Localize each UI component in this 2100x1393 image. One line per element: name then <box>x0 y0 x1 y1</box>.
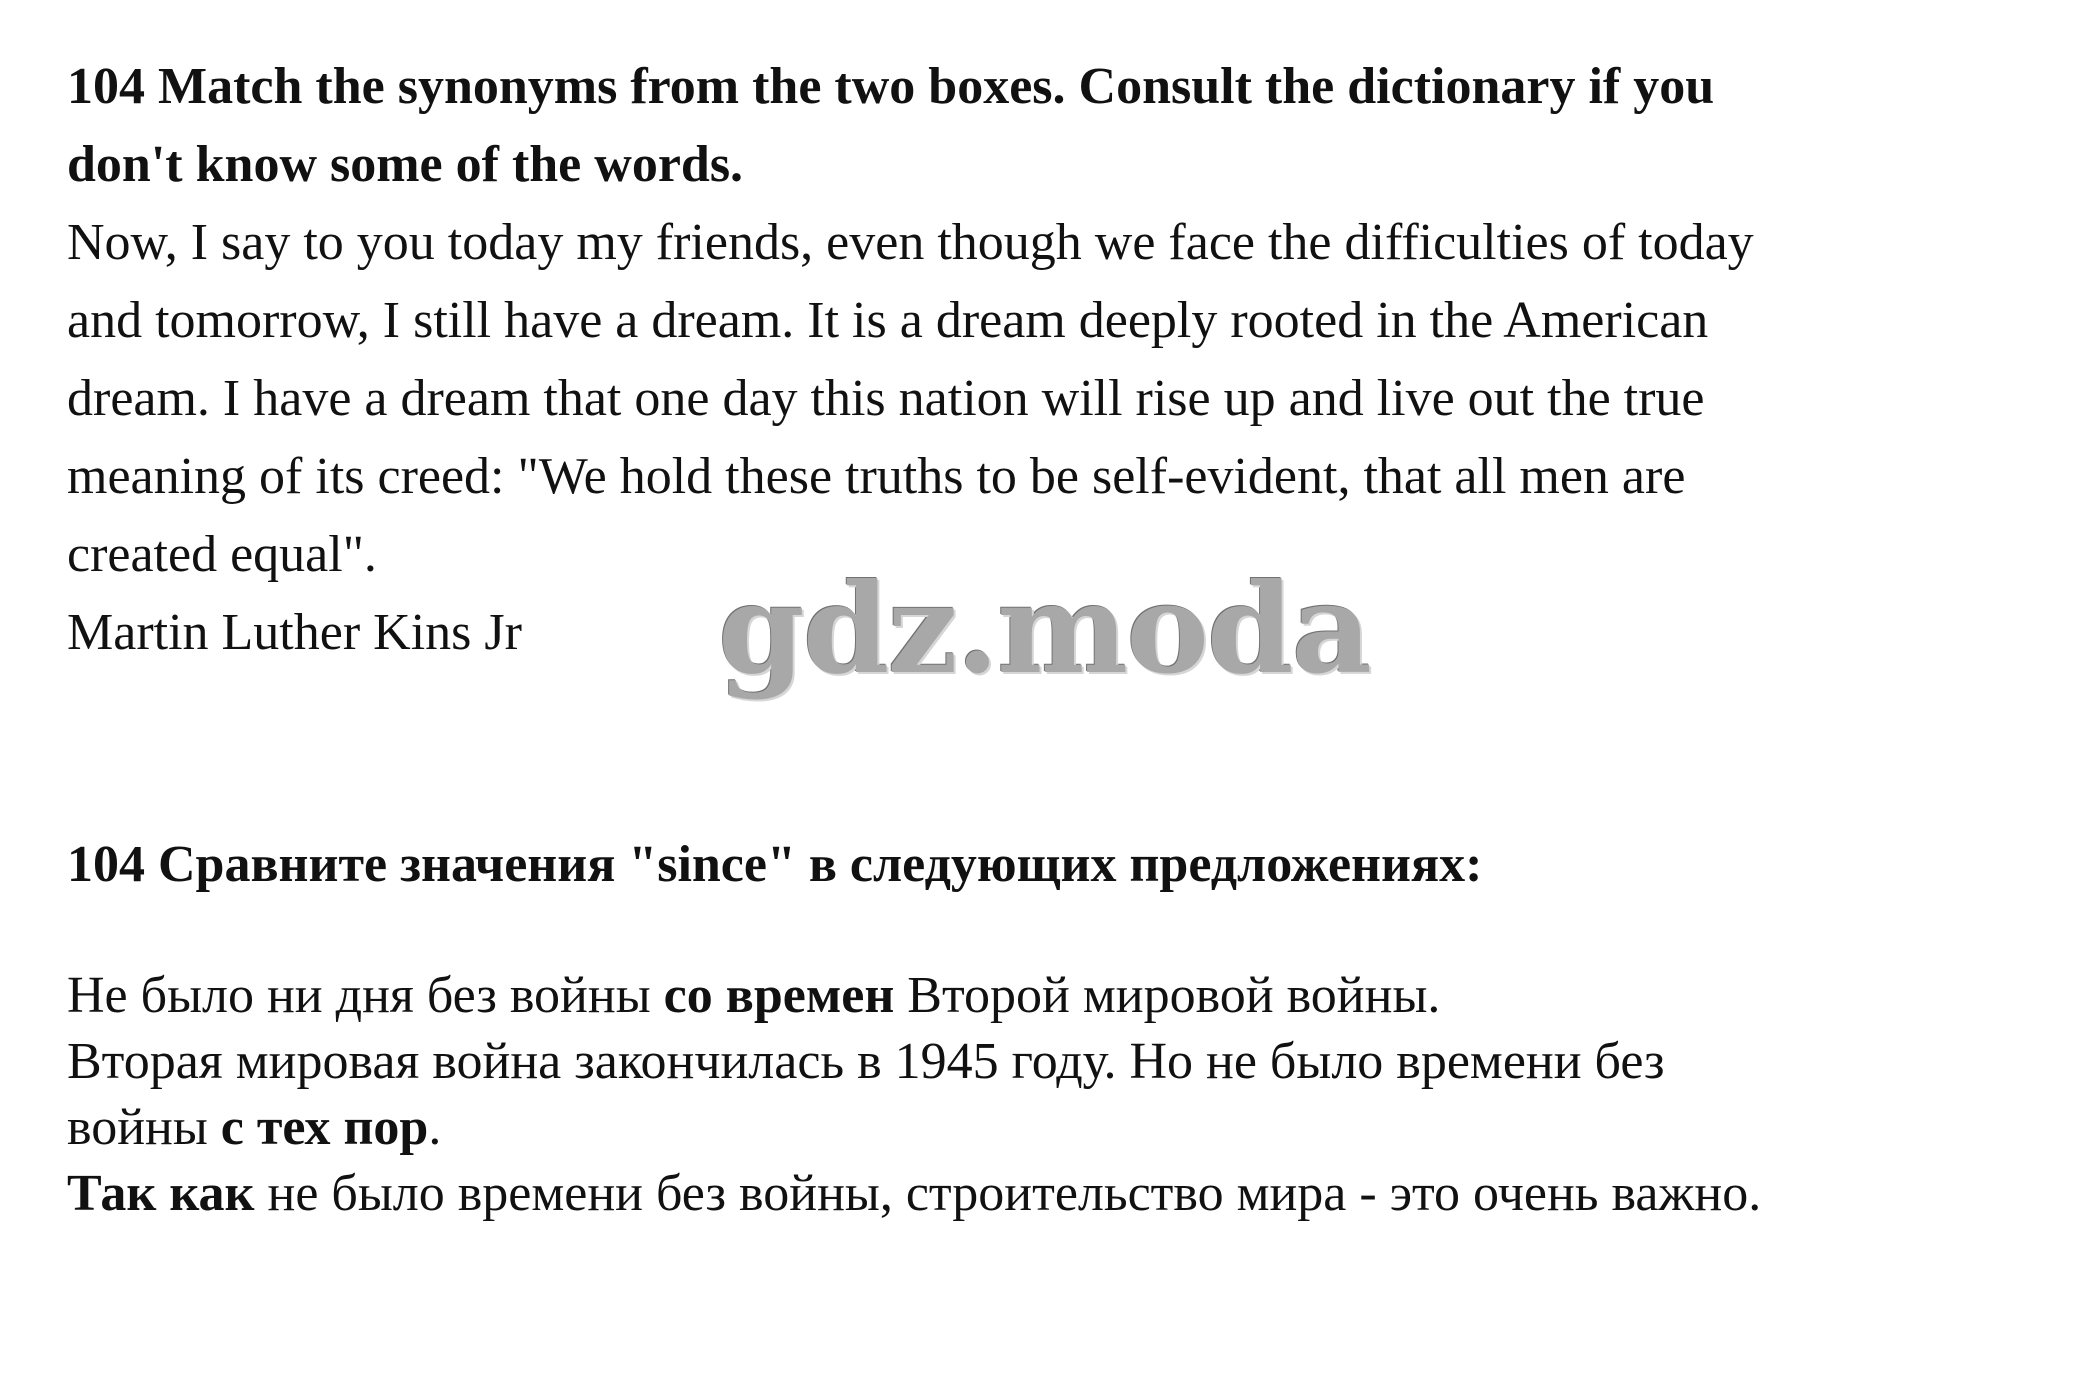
sentence-2-line-1: Вторая мировая война закончилась в 1945 году. Но не было времени без <box>67 1033 1665 1090</box>
quote-line-2: and tomorrow, I still have a dream. It is a dream deeply rooted in the American <box>67 292 1709 349</box>
sentence-3-text-after: не было времени без войны, строительство мира - это очень важно. <box>254 1165 1762 1222</box>
sentence-1 <box>67 963 1761 1029</box>
russian-sentences <box>67 963 1761 1227</box>
quote-line-4: meaning of its creed: "We hold these truths to be self-evident, that all men are <box>67 448 1686 505</box>
quote-line-3: dream. I have a dream that one day this nation will rise up and live out the true <box>67 370 1705 427</box>
sentence-2-text-before: войны <box>67 1099 221 1156</box>
sentence-3-bold-phrase: Так как <box>67 1165 255 1222</box>
quote-line-1: Now, I say to you today my friends, even though we face the difficulties of today <box>67 214 1754 271</box>
russian-task-section <box>67 826 1482 904</box>
sentence-1-text-before: Не было ни дня без войны <box>67 967 664 1024</box>
task-heading-line-2: don't know some of the words. <box>67 136 744 193</box>
sentence-1-text-after: Второй мировой войны. <box>894 967 1441 1024</box>
sentence-2-bold-phrase: с тех пор <box>220 1099 429 1156</box>
quote-line-5: created equal". <box>67 526 377 583</box>
quote-author: Martin Luther Kins Jr <box>67 604 522 661</box>
russian-task-heading: 104 Сравните значения "since" в следующих предложениях: <box>67 836 1483 893</box>
watermark-logo: gdz.moda <box>718 557 1370 702</box>
sentence-2-line-2 <box>67 1095 1761 1161</box>
sentence-1-bold-phrase: со времен <box>663 967 895 1024</box>
sentence-2-text-after: . <box>428 1099 442 1156</box>
task-heading-line-1: 104 Match the synonyms from the two boxes. Consult the dictionary if you <box>67 58 1715 115</box>
sentence-3 <box>67 1161 1761 1227</box>
